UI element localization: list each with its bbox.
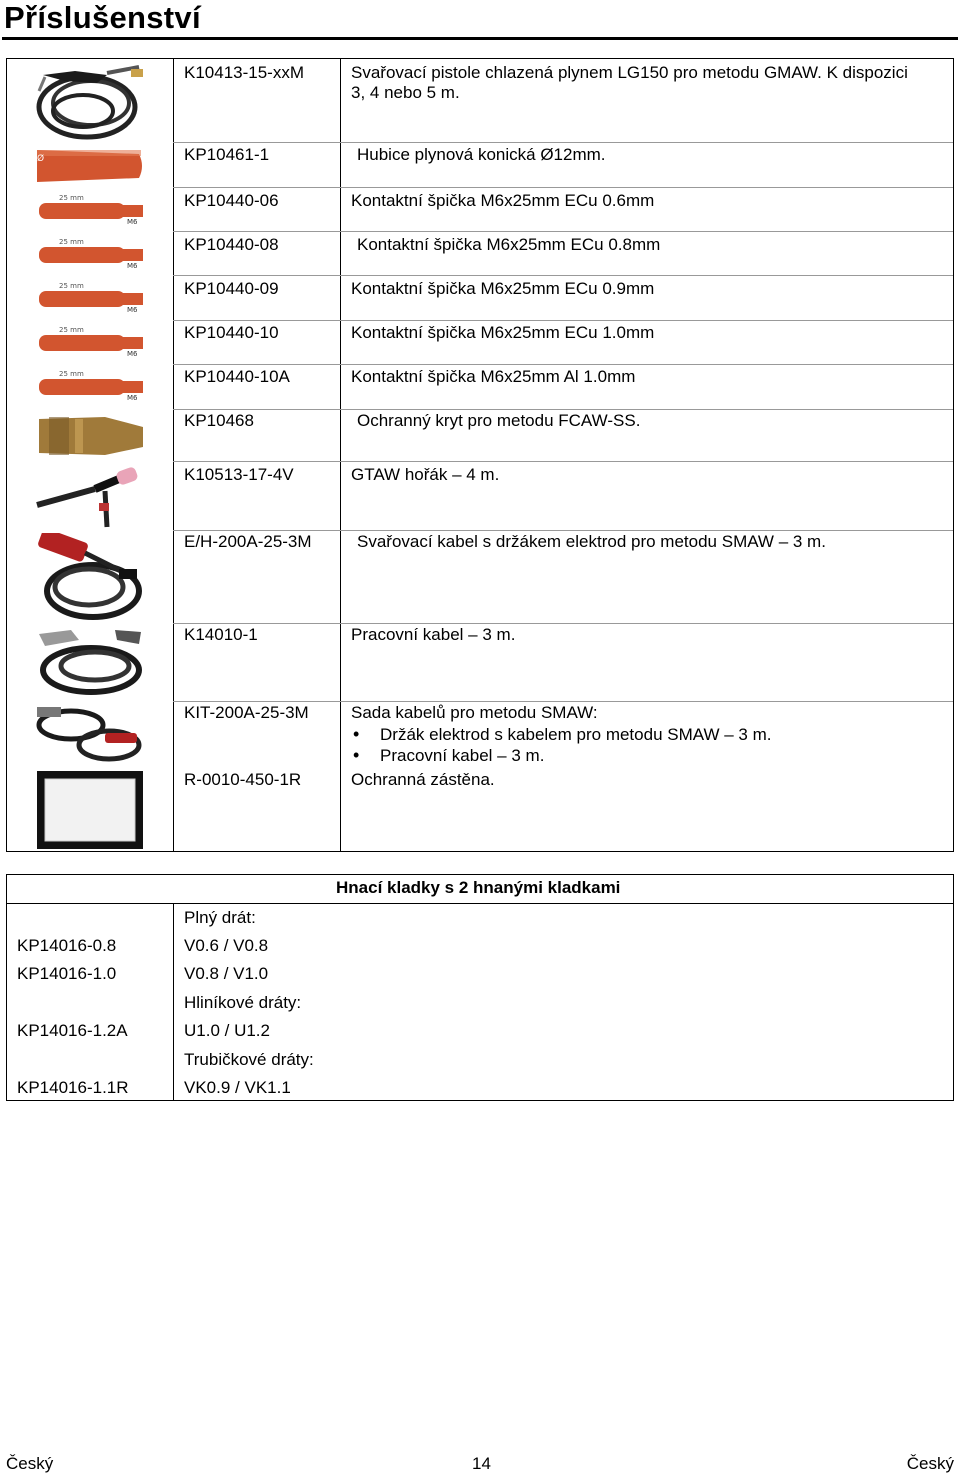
wire-type-label: Plný drát: [184, 908, 256, 927]
tip-thread-label: M6 [127, 394, 138, 402]
accessory-description: GTAW hořák – 4 m. [351, 465, 500, 484]
drive-roll-size: V0.8 / V1.0 [184, 964, 269, 983]
wire-type-label: Hliníkové dráty: [184, 993, 302, 1012]
page-title: Příslušenství [4, 0, 201, 35]
list-item: • Pracovní kabel – 3 m. [351, 745, 771, 766]
accessory-description: Pracovní kabel – 3 m. [351, 625, 516, 644]
row-divider [173, 364, 953, 365]
accessory-description: Kontaktní špička M6x25mm ECu 0.9mm [351, 279, 655, 298]
row-divider [173, 409, 953, 410]
title-divider [2, 37, 958, 40]
accessory-description: Kontaktní špička M6x25mm ECu 0.6mm [351, 191, 655, 210]
column-divider [173, 59, 174, 851]
accessory-code: KP10440-09 [184, 279, 279, 298]
accessory-description: Kontaktní špička M6x25mm ECu 1.0mm [351, 323, 655, 342]
electrode-holder-cable-icon [35, 533, 145, 623]
accessory-description: Hubice plynová konická Ø12mm. [357, 145, 606, 164]
drive-roll-code: KP14016-0.8 [17, 936, 117, 955]
drive-rolls-title: Hnací kladky s 2 hnanými kladkami [336, 878, 621, 897]
accessory-code: KP10461-1 [184, 145, 270, 164]
accessory-description: Kontaktní špička M6x25mm ECu 0.8mm [357, 235, 661, 254]
drive-roll-code: KP14016-1.2A [17, 1021, 128, 1040]
tip-thread-label: M6 [127, 350, 138, 358]
protective-cover-icon [35, 413, 145, 459]
accessory-description: Kontaktní špička M6x25mm Al 1.0mm [351, 367, 636, 386]
page-number: 14 [472, 1454, 491, 1473]
column-divider [340, 59, 341, 851]
drive-rolls-header [7, 875, 953, 904]
accessory-code: KP10440-08 [184, 235, 279, 254]
drive-roll-code: KP14016-1.1R [17, 1078, 129, 1097]
contact-tip-icon [35, 323, 145, 359]
row-divider [173, 461, 953, 462]
drive-roll-size: VK0.9 / VK1.1 [184, 1078, 291, 1097]
row-divider [173, 530, 953, 531]
accessory-code: KP10468 [184, 411, 254, 430]
wire-type-label: Trubičkové dráty: [184, 1050, 314, 1069]
tip-thread-label: M6 [127, 218, 138, 226]
row-divider [173, 142, 953, 143]
drive-rolls-table [6, 874, 954, 1101]
list-item: • Držák elektrod s kabelem pro metodu SMAW – 3 m. [351, 724, 771, 745]
protective-screen-icon [35, 769, 145, 851]
contact-tip-icon [35, 191, 145, 227]
contact-tip-icon [35, 235, 145, 271]
accessory-code: K10413-15-xxM [184, 63, 305, 82]
tig-torch-icon [35, 465, 145, 529]
accessory-code: E/H-200A-25-3M [184, 532, 312, 551]
footer-language-right: Český [906, 1454, 954, 1473]
contact-tip-icon [35, 367, 145, 403]
row-divider [173, 187, 953, 188]
accessory-description: Sada kabelů pro metodu SMAW: [351, 703, 598, 722]
tip-length-label: 25 mm [59, 326, 84, 334]
tip-length-label: 25 mm [59, 282, 84, 290]
tip-thread-label: M6 [127, 306, 138, 314]
row-divider [173, 231, 953, 232]
accessory-description: Svařovací pistole chlazená plynem LG150 pro metodu GMAW. K dispozici [351, 63, 908, 82]
tip-thread-label: M6 [127, 262, 138, 270]
column-divider [173, 903, 174, 1100]
tip-length-label: 25 mm [59, 370, 84, 378]
drive-roll-code: KP14016-1.0 [17, 964, 117, 983]
accessory-description: Ochranná zástěna. [351, 770, 495, 789]
row-divider [173, 623, 953, 624]
accessory-description: Ochranný kryt pro metodu FCAW-SS. [357, 411, 641, 430]
gas-nozzle-icon [35, 148, 145, 184]
accessory-code: R-0010-450-1R [184, 770, 302, 789]
tip-length-label: 25 mm [59, 194, 84, 202]
accessory-code: K10513-17-4V [184, 465, 294, 484]
accessory-code: KIT-200A-25-3M [184, 703, 309, 722]
contact-tip-icon [35, 279, 145, 315]
mig-gun-icon [35, 63, 145, 143]
row-divider [173, 320, 953, 321]
drive-roll-size: U1.0 / U1.2 [184, 1021, 270, 1040]
row-divider [173, 701, 953, 702]
work-clamp-cable-icon [35, 626, 145, 700]
accessory-code: K14010-1 [184, 625, 258, 644]
footer-language-left: Český [6, 1454, 54, 1473]
tip-length-label: 25 mm [59, 238, 84, 246]
svg-text:Ø: Ø [37, 154, 45, 164]
accessory-description: Svařovací kabel s držákem elektrod pro metodu SMAW – 3 m. [357, 532, 826, 551]
accessory-code: KP10440-10A [184, 367, 290, 386]
accessory-description-continued: 3, 4 nebo 5 m. [351, 83, 460, 102]
kit-contents-list [351, 724, 771, 766]
accessory-code: KP10440-10 [184, 323, 279, 342]
accessories-table [6, 58, 954, 852]
accessory-code: KP10440-06 [184, 191, 279, 210]
row-divider [173, 275, 953, 276]
drive-roll-size: V0.6 / V0.8 [184, 936, 269, 955]
cable-kit-icon [35, 703, 145, 765]
